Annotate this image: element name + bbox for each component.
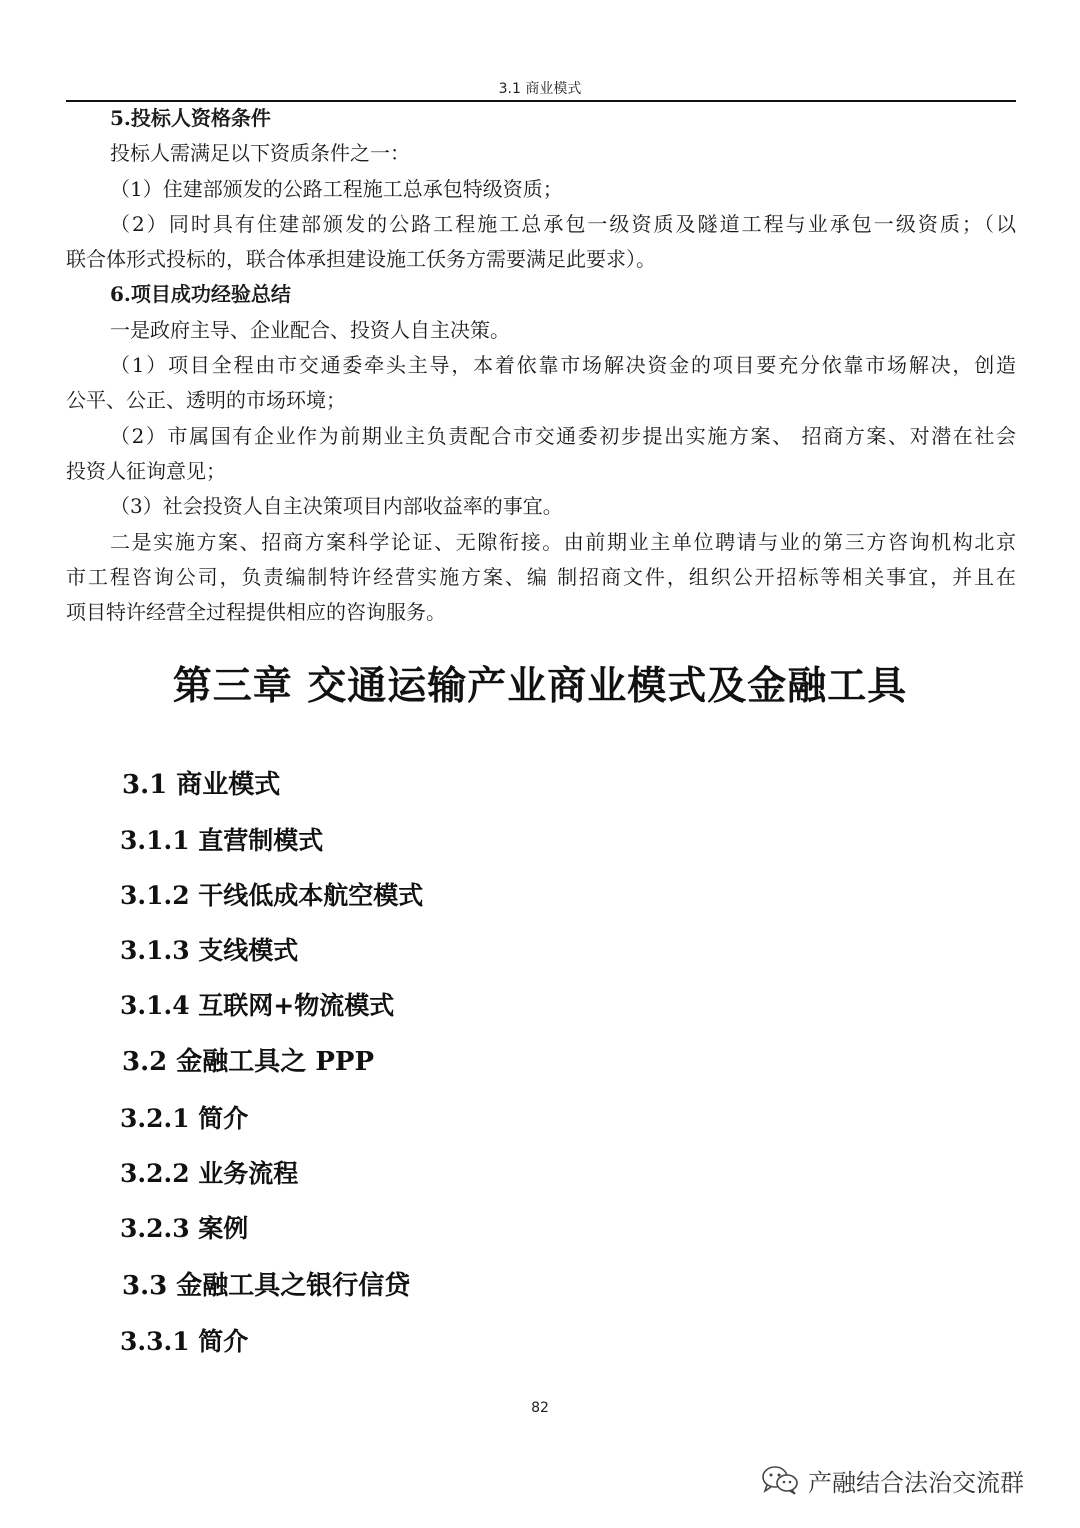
toc-subsection-3-3-1: 3.3.1 简介 [120,1327,249,1356]
paragraph-line: 一是政府主导、企业配合、投资人自主决策。 [110,317,510,342]
watermark [760,1460,1024,1500]
toc-subsection-3-2-1: 3.2.1 简介 [120,1104,249,1133]
section-heading-bidder-qualification: 5.投标人资格条件 [110,106,271,130]
toc-subsection-3-1-4: 3.1.4 互联网+物流模式 [120,991,395,1020]
paragraph-line: 市工程咨询公司，负责编制特许经营实施方案、编 制招商文件，组织公开招标等相关事宜，并且在 [66,564,1016,589]
wechat-icon [760,1464,800,1496]
toc-subsection-3-1-2: 3.1.2 干线低成本航空模式 [120,881,424,910]
paragraph-line: 二是实施方案、招商方案科学论证、无隙衔接。由前期业主单位聘请与业的第三方咨询机构北京 [110,529,1016,554]
toc-subsection-3-2-3: 3.2.3 案例 [120,1214,249,1243]
paragraph-line: （2）市属国有企业作为前期业主负责配合市交通委初步提出实施方案、 招商方案、对潜在社会 [110,423,1016,448]
running-header: 3.1 商业模式 [498,81,582,97]
section-heading-success-experience: 6.项目成功经验总结 [110,282,291,307]
paragraph-line: 投标人需满足以下资质条件之一： [110,141,410,166]
toc-subsection-3-1-3: 3.1.3 支线模式 [120,936,299,965]
paragraph-line: （3）社会投资人自主决策项目内部收益率的事宜。 [110,494,563,519]
paragraph-line: 投资人征询意见； [66,458,226,483]
toc-section-3-2: 3.2 金融工具之 PPP [122,1047,374,1077]
toc-section-3-3: 3.3 金融工具之银行信贷 [122,1271,411,1301]
paragraph-line: （2）同时具有住建部颁发的公路工程施工总承包一级资质及隧道工程与业承包一级资质；（以 [110,211,1016,236]
watermark-text: 产融结合法治交流群 [808,1468,1024,1497]
toc-section-3-1: 3.1 商业模式 [122,770,281,800]
paragraph-line: （1）住建部颁发的公路工程施工总承包特级资质； [110,176,563,201]
page-number: 82 [531,1400,549,1416]
body-text [66,101,1016,630]
paragraph-line: 公平、公正、透明的市场环境； [66,388,346,413]
paragraph-line: 项目特许经营全过程提供相应的咨询服务。 [66,600,446,625]
chapter-title: 第三章 交通运输产业商业模式及金融工具 [172,663,908,709]
paragraph-line: 联合体形式投标的，联合体承担建设施工仸务方需要满足此要求）。 [66,247,656,272]
toc-subsection-3-1-1: 3.1.1 直营制模式 [120,826,324,855]
paragraph-line: （1）项目全程由市交通委牵头主导，本着依靠市场解决资金的项目要充分依靠市场解决，创造 [110,353,1016,378]
toc-subsection-3-2-2: 3.2.2 业务流程 [120,1159,299,1188]
